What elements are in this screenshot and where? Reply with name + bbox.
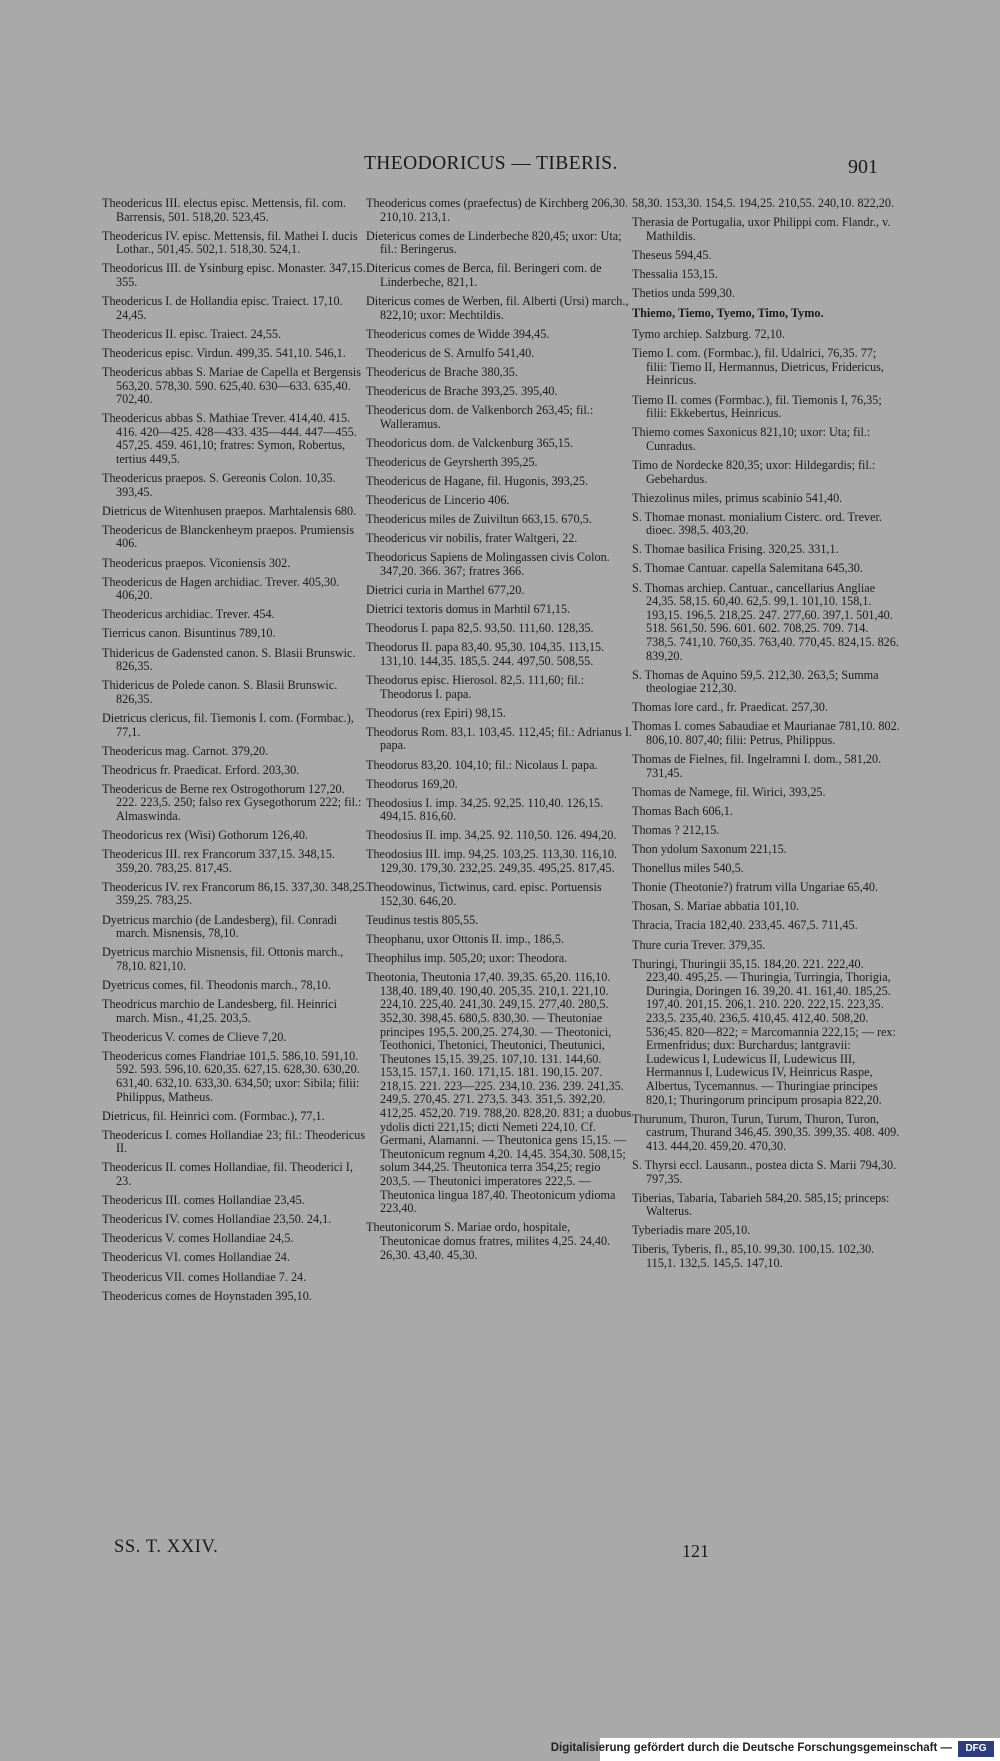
index-entry: Thuringi, Thuringii 35,15. 184,20. 221. 222,40. 223,40. 495,25. — Thuringia, Turringia, Thorigia, Duringia, Doringen 16. 39,20. 41. 161,40. 185,25. 197,40. 201,15. 206,1. 210. 220. 222,15. 223,35. 233,5. 235,40. 236,5. 410,45. 412,40. 508,20. 536;45. 820—822; = Marcomannia 222,15; — rex: Ermenfridus; dux: Burchardus; lantgravii: Ludewicus I, Ludewicus II, Ludewicus III, Hermannus I, Ludewicus IV, Heinricus Raspe, Albertus, Tycemannus. — Thuringiae principes 820,1; Thuringorum principum prosapia 822,20. [632, 956, 896, 1107]
index-entry: Theodericus I. de Hollandia episc. Traiect. 17,10. 24,45. [102, 294, 343, 322]
index-entry: Theodericus III. comes Hollandiae 23,45. [102, 1193, 305, 1208]
index-entry: Theodoricus Sapiens de Molingassen civis Colon. 347,20. 366. 367; fratres 366. [366, 550, 610, 578]
index-entry: Thomas lore card., fr. Praedicat. 257,30. [632, 700, 828, 715]
index-entry: Thidericus de Polede canon. S. Blasii Brunswic. 826,35. [102, 678, 338, 706]
running-title: THEODORICUS — TIBERIS. [364, 153, 618, 174]
index-entry: Tiemo I. com. (Formbac.), fil. Udalrici, 76,35. 77; filii: Tiemo II, Hermannus, Dietricus, Fridericus, Heinricus. [632, 346, 884, 388]
index-entry: Thonie (Theotonie?) fratrum villa Ungariae 65,40. [632, 880, 879, 895]
index-entry: Theodosius II. imp. 34,25. 92. 110,50. 126. 494,20. [366, 828, 617, 843]
index-entry: Thiemo comes Saxonicus 821,10; uxor: Uta; fil.: Cunradus. [632, 425, 871, 453]
index-entry: Theutonicorum S. Mariae ordo, hospitale, Theutonicae domus fratres, milites 4,25. 24,40. 26,30. 43,40. 45,30. [366, 1220, 611, 1262]
index-entry: Dyetricus marchio (de Landesberg), fil. Conradi march. Misnensis, 78,10. [102, 912, 337, 941]
index-entry: S. Thomas de Aquino 59,5. 212,30. 263,5; Summa theologiae 212,30. [632, 667, 879, 696]
index-entry: Theodericus III. electus episc. Mettensis, fil. com. Barrensis, 501. 518,20. 523,45. [102, 196, 347, 224]
index-entry: Theodorus (rex Epiri) 98,15. [366, 705, 506, 720]
index-entry: Dietrici textoris domus in Marhtil 671,15. [366, 602, 571, 617]
index-entry: Thonellus miles 540,5. [632, 861, 744, 876]
index-entry: Theodericus de Brache 393,25. 395,40. [366, 384, 558, 399]
index-entry: Theotonia, Theutonia 17,40. 39,35. 65,20. 116,10. 138,40. 189,40. 190,40. 205,35. 210,1. 221,10. 224,10. 225,40. 241,30. 249,15. 277,40. 280,5. 352,30. 398,45. 680,5. 830,30. — Theutoniae principes 195,5. 200,25. 274,30. — Theotonici, Teothonici, Thetonici, Theutonici, Theutunici, Theutones 15,15. 39,25. 107,10. 131. 144,60. 153,15. 157,1. 160. 171,15. 181. 190,15. 207. 218,15. 221. 223—225. 234,10. 236. 239. 241,35. 249,5. 270,45. 271. 273,5. 343. 351,5. 392,20. 412,25. 452,20. 719. 788,20. 828,20. 831; a duobus ydolis dicti 221,15; dicti Nemeti 224,10. Cf. Germani, Alamanni. — Theutonica gens 15,15. — Theutonicum regnum 4,20. 14,45. 354,30. 508,15; solum 344,25. Theutonica terra 354,25; regio 203,5. — Theutonici imperatores 222,5. — Theutonica lingua 187,40. Theotonicum ydioma 223,40. [366, 970, 632, 1216]
index-entry: Tymo archiep. Salzburg. 72,10. [632, 327, 785, 342]
index-entry: Dietricus clericus, fil. Tiemonis I. com. (Formbac.), 77,1. [102, 710, 354, 739]
index-entry: Tiberias, Tabaria, Tabarieh 584,20. 585,15; princeps: Walterus. [632, 1190, 890, 1219]
index-entry: Theodericus comes (praefectus) de Kirchberg 206,30. 210,10. 213,1. [366, 196, 629, 224]
index-entry: Theodosius I. imp. 34,25. 92,25. 110,40. 126,15. 494,15. 816,60. [366, 795, 604, 824]
index-entry: Thure curia Trever. 379,35. [632, 937, 766, 952]
index-entry: Theodricus fr. Praedicat. Erford. 203,30. [102, 762, 300, 777]
index-entry: Theodericus comes Flandriae 101,5. 586,10. 591,10. 592. 593. 596,10. 620,35. 627,15. 628,30. 630,20. 631,40. 632,10. 633,30. 634,50; uxor: Sibila; filii: Philippus, Matheus. [102, 1048, 360, 1104]
index-entry: Dietrici curia in Marthel 677,20. [366, 583, 525, 598]
index-entry: Theodericus IV. comes Hollandiae 23,50. 24,1. [102, 1212, 332, 1227]
index-entry: Timo de Nordecke 820,35; uxor: Hildegardis; fil.: Gebehardus. [632, 457, 876, 486]
index-entry: Theodericus de Hagane, fil. Hugonis, 393,25. [366, 474, 589, 488]
index-entry: Ditericus comes de Werben, fil. Alberti (Ursi) march., 822,10; uxor: Mechtildis. [366, 294, 629, 322]
index-entry: Theodorus 169,20. [366, 776, 458, 791]
index-entry: Theodorus II. papa 83,40. 95,30. 104,35. 113,15. 131,10. 144,35. 185,5. 244. 497,50. 508,55. [366, 640, 605, 668]
index-entry: Theodericus IV. episc. Mettensis, fil. Mathei I. ducis Lothar., 501,45. 502,1. 518,30. 524,1. [102, 228, 358, 257]
index-entry: Thurunum, Thuron, Turun, Turum, Thuron, Turon, castrum, Thurand 346,45. 390,35. 399,35. 408. 409. 413. 444,20. 459,20. 470,30. [632, 1111, 900, 1153]
footer-signature: SS. T. XXIV. [114, 1537, 219, 1557]
index-entry: Thiemo, Tiemo, Tyemo, Timo, Tymo. [632, 305, 824, 320]
index-entry: Theodoricus rex (Wisi) Gothorum 126,40. [102, 828, 308, 843]
index-entry: Theodericus I. comes Hollandiae 23; fil.: Theodericus II. [102, 1127, 366, 1156]
index-entry: Theodorus I. papa 82,5. 93,50. 111,60. 128,35. [366, 621, 594, 636]
index-entry: Theodericus archidiac. Trever. 454. [102, 607, 275, 622]
index-entry: Dyetricus comes, fil. Theodonis march., 78,10. [102, 977, 331, 992]
index-entry: Thracia, Tracia 182,40. 233,45. 467,5. 711,45. [632, 918, 858, 933]
index-entry: Theodericus miles de Zuiviltun 663,15. 670,5. [366, 512, 592, 527]
index-column-3 [632, 197, 900, 1276]
digitization-credit: Digitalisierung gefördert durch die Deutsche Forschungsgemeinschaft — [550, 1742, 952, 1754]
index-entry: S. Thomae monast. monialium Cisterc. ord. Trever. dioec. 398,5. 403,20. [632, 509, 882, 538]
index-entry: S. Thomae basilica Frising. 320,25. 331,1. [632, 542, 839, 557]
index-entry: Theodricus marchio de Landesberg, fil. Heinrici march. Misn., 41,25. 203,5. [102, 997, 337, 1025]
index-entry: Theodericus V. comes de Clieve 7,20. [102, 1029, 287, 1044]
digitization-banner [550, 1738, 1000, 1761]
index-entry: Theodericus praepos. S. Gereonis Colon. 10,35. 393,45. [102, 471, 336, 499]
index-entry: Tyberiadis mare 205,10. [632, 1223, 751, 1238]
index-entry: Dyetricus marchio Misnensis, fil. Ottonis march., 78,10. 821,10. [102, 945, 344, 973]
index-column-2 [366, 197, 632, 1268]
index-entry: Thidericus de Gadensted canon. S. Blasii Brunswic. 826,35. [102, 645, 356, 674]
index-entry: Ditericus comes de Berca, fil. Beringeri com. de Linderbeche, 821,1. [366, 261, 602, 289]
index-entry: Theodericus III. rex Francorum 337,15. 348,15. 359,20. 783,25. 817,45. [102, 847, 335, 875]
index-entry: Theodericus vir nobilis, frater Waltgeri, 22. [366, 531, 578, 546]
index-entry: Theodericus II. episc. Traiect. 24,55. [102, 326, 282, 341]
index-entry: S. Thyrsi eccl. Lausann., postea dicta S. Marii 794,30. 797,35. [632, 1157, 897, 1186]
index-entry: Theodosius III. imp. 94,25. 103,25. 113,30. 116,10. 129,30. 179,30. 232,25. 249,35. 495,25. 817,45. [366, 847, 617, 876]
index-entry: Theodorus Rom. 83,1. 103,45. 112,45; fil.: Adrianus I. papa. [366, 724, 632, 753]
index-entry: Theodowinus, Tictwinus, card. episc. Portuensis 152,30. 646,20. [366, 880, 602, 908]
index-entry: Thomas Bach 606,1. [632, 803, 733, 818]
index-entry: Theodericus V. comes Hollandiae 24,5. [102, 1231, 294, 1246]
index-entry: Thetios unda 599,30. [632, 285, 735, 300]
index-entry: S. Thomae Cantuar. capella Salemitana 645,30. [632, 561, 863, 576]
sheet-number: 121 [682, 1541, 709, 1561]
index-entry: Theodorus 83,20. 104,10; fil.: Nicolaus I. papa. [366, 757, 598, 772]
index-entry: Theodericus VI. comes Hollandiae 24. [102, 1250, 290, 1265]
index-entry: Thomas de Fielnes, fil. Ingelramni I. dom., 581,20. 731,45. [632, 752, 882, 780]
index-entry: Theodericus IV. rex Francorum 86,15. 337,30. 348,25. 359,25. 783,25. [102, 879, 368, 908]
index-entry: Theodericus de Brache 380,35. [366, 364, 518, 379]
index-entry: Theodoricus dom. de Valckenburg 365,15. [366, 435, 574, 450]
index-entry: Therasia de Portugalia, uxor Philippi com. Flandr., v. Mathildis. [632, 215, 891, 243]
index-entry: Teudinus testis 805,55. [366, 912, 479, 927]
index-entry: Theodoricus III. de Ysinburg episc. Monaster. 347,15. 355. [102, 261, 366, 289]
index-entry: Thomas ? 212,15. [632, 822, 720, 837]
index-entry: Tiberis, Tyberis, fl., 85,10. 99,30. 100,15. 102,30. 115,1. 132,5. 145,5. 147,10. [632, 1242, 875, 1270]
index-entry: Theodericus abbas S. Mariae de Capella et Bergensis 563,20. 578,30. 590. 625,40. 630—633. 635,40. 702,40. [102, 364, 362, 407]
index-entry: Thessalia 153,15. [632, 266, 718, 281]
index-entry: Thiezolinus miles, primus scabinio 541,40. [632, 490, 843, 505]
index-entry: Tiemo II. comes (Formbac.), fil. Tiemonis I, 76,35; filii: Ekkebertus, Heinricus. [632, 392, 882, 421]
index-entry: Theseus 594,45. [632, 247, 712, 262]
index-entry: Theodericus de Hagen archidiac. Trever. 405,30. 406,20. [102, 574, 340, 603]
index-entry: Theodericus de S. Arnulfo 541,40. [366, 345, 535, 360]
dfg-logo: DFG [958, 1741, 994, 1757]
index-entry: Theodericus de Geyrsherth 395,25. [366, 454, 538, 469]
index-entry: Theodericus de Berne rex Ostrogothorum 127,20. 222. 223,5. 250; falso rex Gysegothorum 222; fil.: Almaswinda. [102, 781, 362, 823]
index-entry: Thon ydolum Saxonum 221,15. [632, 842, 787, 857]
index-entry: Theodericus II. comes Hollandiae, fil. Theoderici I, 23. [102, 1160, 353, 1189]
index-entry: Tierricus canon. Bisuntinus 789,10. [102, 626, 276, 641]
index-entry: Theodericus de Blanckenheym praepos. Prumiensis 406. [102, 522, 355, 551]
index-entry: Theodericus VII. comes Hollandiae 7. 24. [102, 1269, 307, 1284]
index-entry: Thosan, S. Mariae abbatia 101,10. [632, 899, 800, 914]
index-entry: Theophilus imp. 505,20; uxor: Theodora. [366, 951, 568, 966]
index-entry: Theodorus episc. Hierosol. 82,5. 111,60; fil.: Theodorus I. papa. [366, 673, 585, 701]
index-entry: Dietricus de Witenhusen praepos. Marhtalensis 680. [102, 503, 357, 518]
index-entry: Theophanu, uxor Ottonis II. imp., 186,5. [366, 931, 565, 946]
index-entry: S. Thomas archiep. Cantuar., cancellarius Angliae 24,35. 58,15. 60,40. 62,5. 99,1. 101,10. 158,1. 193,15. 196,5. 218,25. 247. 277,60. 397,1. 501,40. 518. 561,50. 596. 601. 602. 708,25. 709. 714. 738,5. 741,10. 760,35. 763,40. 770,45. 824,15. 826. 839,20. [632, 580, 899, 663]
index-entry: Thomas de Namege, fil. Wirici, 393,25. [632, 784, 826, 799]
index-entry: Theodericus mag. Carnot. 379,20. [102, 743, 269, 758]
index-entry: Dietricus, fil. Heinrici com. (Formbac.), 77,1. [102, 1108, 325, 1123]
index-entry: Theodericus dom. de Valkenborch 263,45; fil.: Walleramus. [366, 403, 594, 431]
index-entry: Theodericus comes de Hoynstaden 395,10. [102, 1288, 312, 1303]
index-entry: Theodericus praepos. Viconiensis 302. [102, 555, 291, 570]
index-entry: 58,30. 153,30. 154,5. 194,25. 210,55. 240,10. 822,20. [632, 196, 895, 210]
index-entry: Theodericus abbas S. Mathiae Trever. 414,40. 415. 416. 420—425. 428—433. 435—444. 447—455. 457,25. 459. 461,10; fratres: Symon, Robertus, tertius 449,5. [102, 411, 357, 466]
index-entry: Theodericus episc. Virdun. 499,35. 541,10. 546,1. [102, 345, 346, 360]
index-entry: Dietericus comes de Linderbeche 820,45; uxor: Uta; fil.: Beringerus. [366, 228, 622, 257]
index-entry: Theodericus de Lincerio 406. [366, 493, 510, 508]
index-entry: Thomas I. comes Sabaudiae et Maurianae 781,10. 802. 806,10. 807,40; filii: Petrus, Philippus. [632, 719, 900, 747]
index-column-1 [102, 197, 368, 1309]
index-entry: Theodericus comes de Widde 394,45. [366, 326, 550, 341]
page-number: 901 [848, 156, 878, 178]
